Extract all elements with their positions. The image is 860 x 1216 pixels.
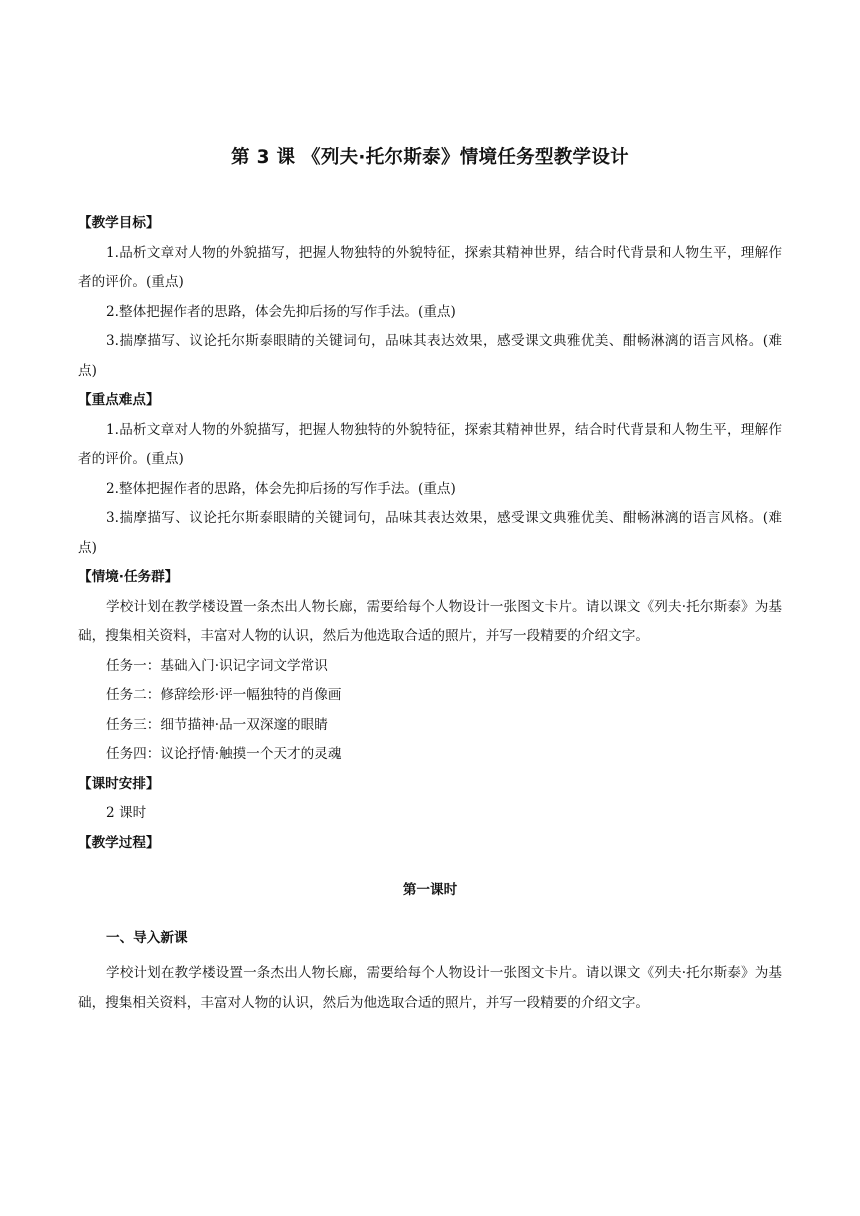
objective-item-3: 3.揣摩描写、议论托尔斯泰眼睛的关键词句，品味其表达效果，感受课文典雅优美、酣畅淋漓的语言风格。(难点) (78, 333, 782, 379)
task-item-4: 任务四：议论抒情·触摸一个天才的灵魂 (106, 746, 342, 762)
document-body (78, 209, 782, 1018)
schedule-heading: 【课时安排】 (78, 775, 160, 792)
objective-item-1: 1.品析文章对人物的外貌描写，把握人物独特的外貌特征，探索其精神世界，结合时代背景和人物生平，理解作者的评价。(重点) (78, 244, 782, 290)
document-title: 第 3 课 《列夫·托尔斯泰》情境任务型教学设计 (231, 147, 629, 168)
scenario-intro: 学校计划在教学楼设置一条杰出人物长廊，需要给每个人物设计一张图文卡片。请以课文《列夫·托尔斯泰》为基础，搜集相关资料，丰富对人物的认识，然后为他选取合适的照片，并写一段精要的介绍文字。 (78, 598, 782, 644)
schedule-value: 2 课时 (106, 805, 147, 821)
task-item-2: 任务二：修辞绘形·评一幅独特的肖像画 (106, 687, 342, 703)
section-title: 一、导入新课 (106, 929, 188, 946)
section-text: 学校计划在教学楼设置一条杰出人物长廊，需要给每个人物设计一张图文卡片。请以课文《列夫·托尔斯泰》为基础，搜集相关资料，丰富对人物的认识，然后为他选取合适的照片，并写一段精要的介绍文字。 (78, 965, 782, 1011)
task-item-3: 任务三：细节描神·品一双深邃的眼睛 (106, 716, 328, 733)
objective-item-2: 2.整体把握作者的思路，体会先抑后扬的写作手法。(重点) (106, 303, 456, 320)
key-point-item-2: 2.整体把握作者的思路，体会先抑后扬的写作手法。(重点) (106, 480, 456, 497)
key-point-item-1: 1.品析文章对人物的外貌描写，把握人物独特的外貌特征，探索其精神世界，结合时代背景和人物生平，理解作者的评价。(重点) (78, 421, 782, 467)
session-title: 第一课时 (402, 882, 458, 898)
key-points-heading: 【重点难点】 (78, 392, 160, 408)
key-point-item-3: 3.揣摩描写、议论托尔斯泰眼睛的关键词句，品味其表达效果，感受课文典雅优美、酣畅淋漓的语言风格。(难点) (78, 510, 782, 556)
scenario-heading: 【情境·任务群】 (78, 569, 179, 585)
task-item-1: 任务一：基础入门·识记字词文学常识 (106, 657, 328, 674)
objectives-heading: 【教学目标】 (78, 215, 160, 231)
process-heading: 【教学过程】 (78, 834, 160, 851)
